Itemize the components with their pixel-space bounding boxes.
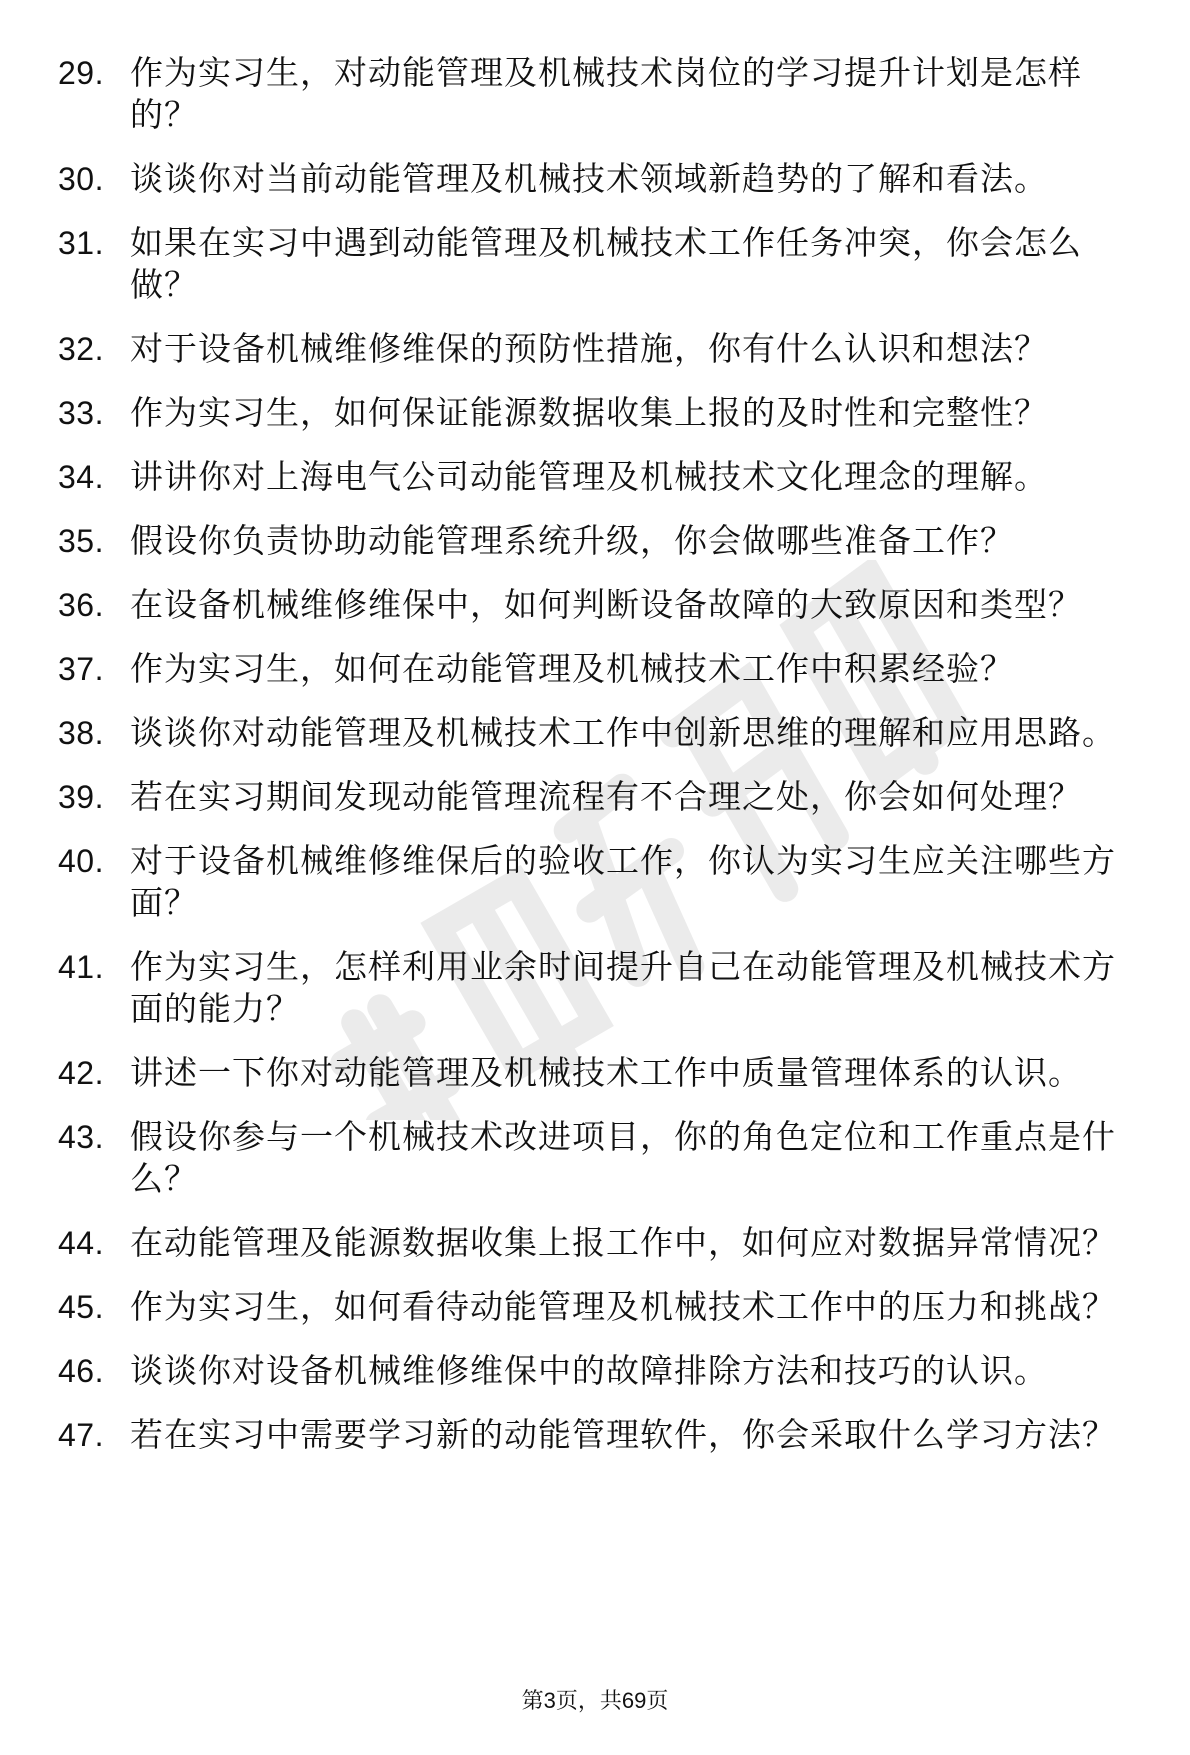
question-item: [58, 1222, 1148, 1264]
question-number: 29.: [58, 55, 104, 91]
question-text: 讲讲你对上海电气公司动能管理及机械技术文化理念的理解。: [130, 457, 1048, 496]
question-item: [58, 520, 1148, 562]
page-number: 第3页，共69页: [521, 1688, 669, 1713]
question-item: [58, 158, 1148, 200]
question-number: 43.: [58, 1119, 104, 1155]
question-item: [58, 648, 1148, 690]
question-text: 在动能管理及能源数据收集上报工作中，如何应对数据异常情况？: [130, 1223, 1116, 1262]
question-number: 34.: [58, 459, 104, 495]
question-text: 假设你参与一个机械技术改进项目，你的角色定位和工作重点是什么？: [130, 1117, 1116, 1198]
question-text: 假设你负责协助动能管理系统升级，你会做哪些准备工作？: [130, 521, 1014, 560]
question-item: [58, 840, 1148, 924]
question-number: 42.: [58, 1055, 104, 1091]
question-number: 40.: [58, 843, 104, 879]
question-item: [58, 1052, 1148, 1094]
question-number: 41.: [58, 949, 104, 985]
question-text: 如果在实习中遇到动能管理及机械技术工作任务冲突，你会怎么做？: [130, 223, 1082, 304]
question-item: [58, 1350, 1148, 1392]
question-text: 谈谈你对设备机械维修维保中的故障排除方法和技巧的认识。: [130, 1351, 1048, 1390]
question-number: 30.: [58, 161, 104, 197]
question-number: 32.: [58, 331, 104, 367]
question-item: [58, 1414, 1148, 1456]
question-item: [58, 946, 1148, 1030]
question-text: 作为实习生，如何在动能管理及机械技术工作中积累经验？: [130, 649, 1014, 688]
question-item: [58, 52, 1148, 136]
question-text: 作为实习生，怎样利用业余时间提升自己在动能管理及机械技术方面的能力？: [130, 947, 1116, 1028]
question-item: [58, 1286, 1148, 1328]
question-item: [58, 328, 1148, 370]
question-item: [58, 392, 1148, 434]
question-number: 44.: [58, 1225, 104, 1261]
question-item: [58, 456, 1148, 498]
question-text: 讲述一下你对动能管理及机械技术工作中质量管理体系的认识。: [130, 1053, 1082, 1092]
question-text: 作为实习生，对动能管理及机械技术岗位的学习提升计划是怎样的？: [130, 53, 1082, 134]
question-text: 若在实习期间发现动能管理流程有不合理之处，你会如何处理？: [130, 777, 1082, 816]
question-item: [58, 1116, 1148, 1200]
question-item: [58, 584, 1148, 626]
question-number: 47.: [58, 1417, 104, 1453]
question-text: 在设备机械维修维保中，如何判断设备故障的大致原因和类型？: [130, 585, 1082, 624]
question-number: 39.: [58, 779, 104, 815]
question-text: 对于设备机械维修维保后的验收工作，你认为实习生应关注哪些方面？: [130, 841, 1116, 922]
question-number: 45.: [58, 1289, 104, 1325]
question-number: 36.: [58, 587, 104, 623]
question-text: 对于设备机械维修维保的预防性措施，你有什么认识和想法？: [130, 329, 1048, 368]
question-text: 作为实习生，如何保证能源数据收集上报的及时性和完整性？: [130, 393, 1048, 432]
question-text: 谈谈你对动能管理及机械技术工作中创新思维的理解和应用思路。: [130, 713, 1116, 752]
question-list: [58, 52, 1148, 1478]
question-text: 谈谈你对当前动能管理及机械技术领域新趋势的了解和看法。: [130, 159, 1048, 198]
question-item: [58, 776, 1148, 818]
question-text: 若在实习中需要学习新的动能管理软件，你会采取什么学习方法？: [130, 1415, 1116, 1454]
question-number: 35.: [58, 523, 104, 559]
question-number: 37.: [58, 651, 104, 687]
question-text: 作为实习生，如何看待动能管理及机械技术工作中的压力和挑战？: [130, 1287, 1116, 1326]
question-number: 31.: [58, 225, 104, 261]
question-item: [58, 222, 1148, 306]
question-number: 33.: [58, 395, 104, 431]
question-number: 46.: [58, 1353, 104, 1389]
question-item: [58, 712, 1148, 754]
question-number: 38.: [58, 715, 104, 751]
